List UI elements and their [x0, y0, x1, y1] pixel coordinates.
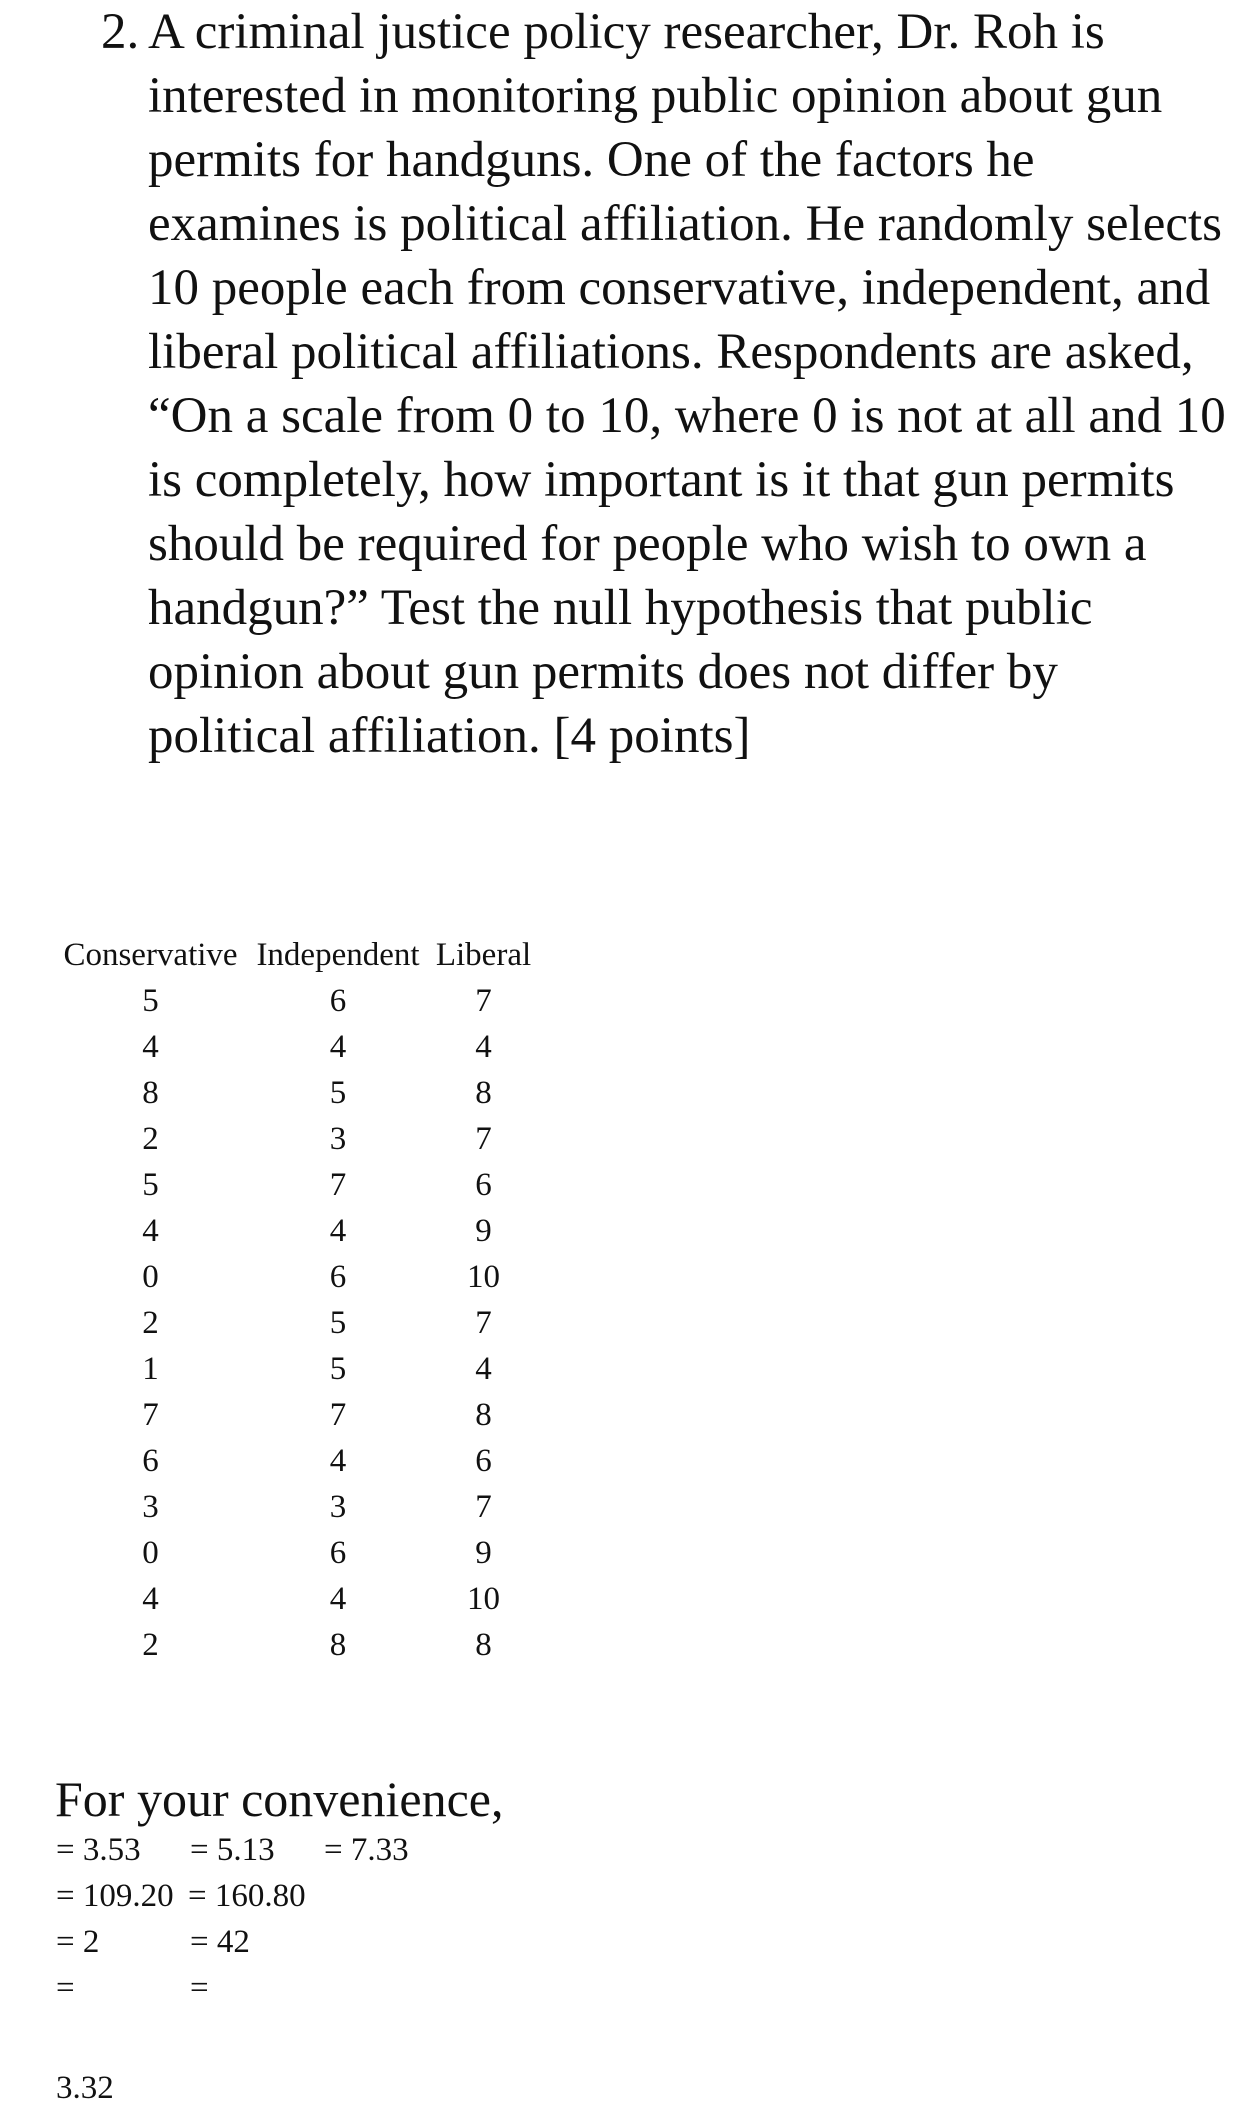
cell-liberal: 4 [475, 1028, 492, 1065]
table-row [55, 978, 537, 1024]
table-row [55, 1622, 537, 1668]
cell-liberal: 8 [475, 1626, 492, 1663]
mean-liberal: = 7.33 [324, 1832, 409, 1868]
cell-independent: 6 [329, 1534, 347, 1571]
cell-liberal: 6 [475, 1166, 492, 1203]
table-row [55, 1346, 537, 1392]
cell-independent: 5 [329, 1350, 347, 1387]
table-row [55, 1162, 537, 1208]
table-row [55, 1530, 537, 1576]
cell-conservative: 2 [142, 1120, 159, 1157]
cell-conservative: 0 [142, 1534, 159, 1571]
cell-independent: 5 [329, 1304, 347, 1341]
cell-liberal: 7 [475, 1120, 492, 1157]
cell-conservative: 5 [142, 1166, 159, 1203]
table-row [55, 1254, 537, 1300]
header-conservative: Conservative [63, 936, 238, 973]
cell-conservative: 8 [142, 1074, 159, 1111]
cell-independent: 3 [329, 1488, 347, 1525]
cell-conservative: 7 [142, 1396, 159, 1433]
question-number: 2. [101, 4, 140, 60]
header-independent: Independent [256, 936, 420, 973]
cell-independent: 4 [329, 1212, 347, 1249]
cell-independent: 8 [329, 1626, 347, 1663]
ss-within: = 160.80 [188, 1878, 306, 1914]
table-row [55, 1438, 537, 1484]
cell-independent: 7 [329, 1166, 347, 1203]
table-row [55, 1070, 537, 1116]
cell-liberal: 9 [475, 1534, 492, 1571]
table-row [55, 1300, 537, 1346]
cell-independent: 7 [329, 1396, 347, 1433]
ss-between: = 109.20 [56, 1878, 174, 1914]
cell-independent: 4 [329, 1442, 347, 1479]
cell-conservative: 1 [142, 1350, 159, 1387]
cell-conservative: 6 [142, 1442, 159, 1479]
question-block [101, 0, 1231, 768]
cell-conservative: 4 [142, 1028, 159, 1065]
table-row [55, 1116, 537, 1162]
cell-liberal: 10 [467, 1580, 500, 1617]
table-row [55, 1208, 537, 1254]
cell-independent: 4 [329, 1028, 347, 1065]
cell-independent: 6 [329, 1258, 347, 1295]
df-within: = 42 [190, 1924, 250, 1960]
convenience-heading: For your convenience, [55, 1771, 504, 1827]
cell-liberal: 7 [475, 982, 492, 1019]
cell-conservative: 2 [142, 1304, 159, 1341]
cell-liberal: 4 [475, 1350, 492, 1387]
mean-independent: = 5.13 [190, 1832, 275, 1868]
cell-conservative: 5 [142, 982, 159, 1019]
table-row [55, 1392, 537, 1438]
cell-conservative: 4 [142, 1580, 159, 1617]
cell-liberal: 8 [475, 1396, 492, 1433]
table-header-row [55, 932, 537, 978]
mean-conservative: = 3.53 [56, 1832, 141, 1868]
cell-conservative: 3 [142, 1488, 159, 1525]
cell-liberal: 10 [467, 1258, 500, 1295]
data-table [55, 932, 537, 1668]
table-row [55, 1576, 537, 1622]
cell-liberal: 6 [475, 1442, 492, 1479]
cell-liberal: 7 [475, 1488, 492, 1525]
question-text: A criminal justice policy researcher, Dr. Roh is interested in monitoring public opinion about gun permits for handguns. One of the factors he examines is political affiliation. He randomly selects 10 people each from conservative, independent, and liberal political affiliations. Respondents are asked, “On a scale from 0 to 10, where 0 is not at all and 10 is completely, how important is it that gun permits should be required for people who wish to own a handgun?” Test the null hypothesis that public opinion about gun permits does not differ by political affiliation. [4 points] [148, 4, 1226, 764]
cell-conservative: 4 [142, 1212, 159, 1249]
cell-independent: 5 [329, 1074, 347, 1111]
table-row [55, 1024, 537, 1070]
table-row [55, 1484, 537, 1530]
cell-conservative: 0 [142, 1258, 159, 1295]
cell-independent: 3 [329, 1120, 347, 1157]
cell-liberal: 9 [475, 1212, 492, 1249]
df-between: = 2 [56, 1924, 100, 1960]
cell-conservative: 2 [142, 1626, 159, 1663]
critical-value: 3.32 [56, 2070, 114, 2106]
cell-liberal: 8 [475, 1074, 492, 1111]
cell-independent: 6 [329, 982, 347, 1019]
header-liberal: Liberal [435, 936, 532, 973]
blank-equals-1: = [56, 1970, 75, 2006]
cell-independent: 4 [329, 1580, 347, 1617]
cell-liberal: 7 [475, 1304, 492, 1341]
blank-equals-2: = [190, 1970, 209, 2006]
